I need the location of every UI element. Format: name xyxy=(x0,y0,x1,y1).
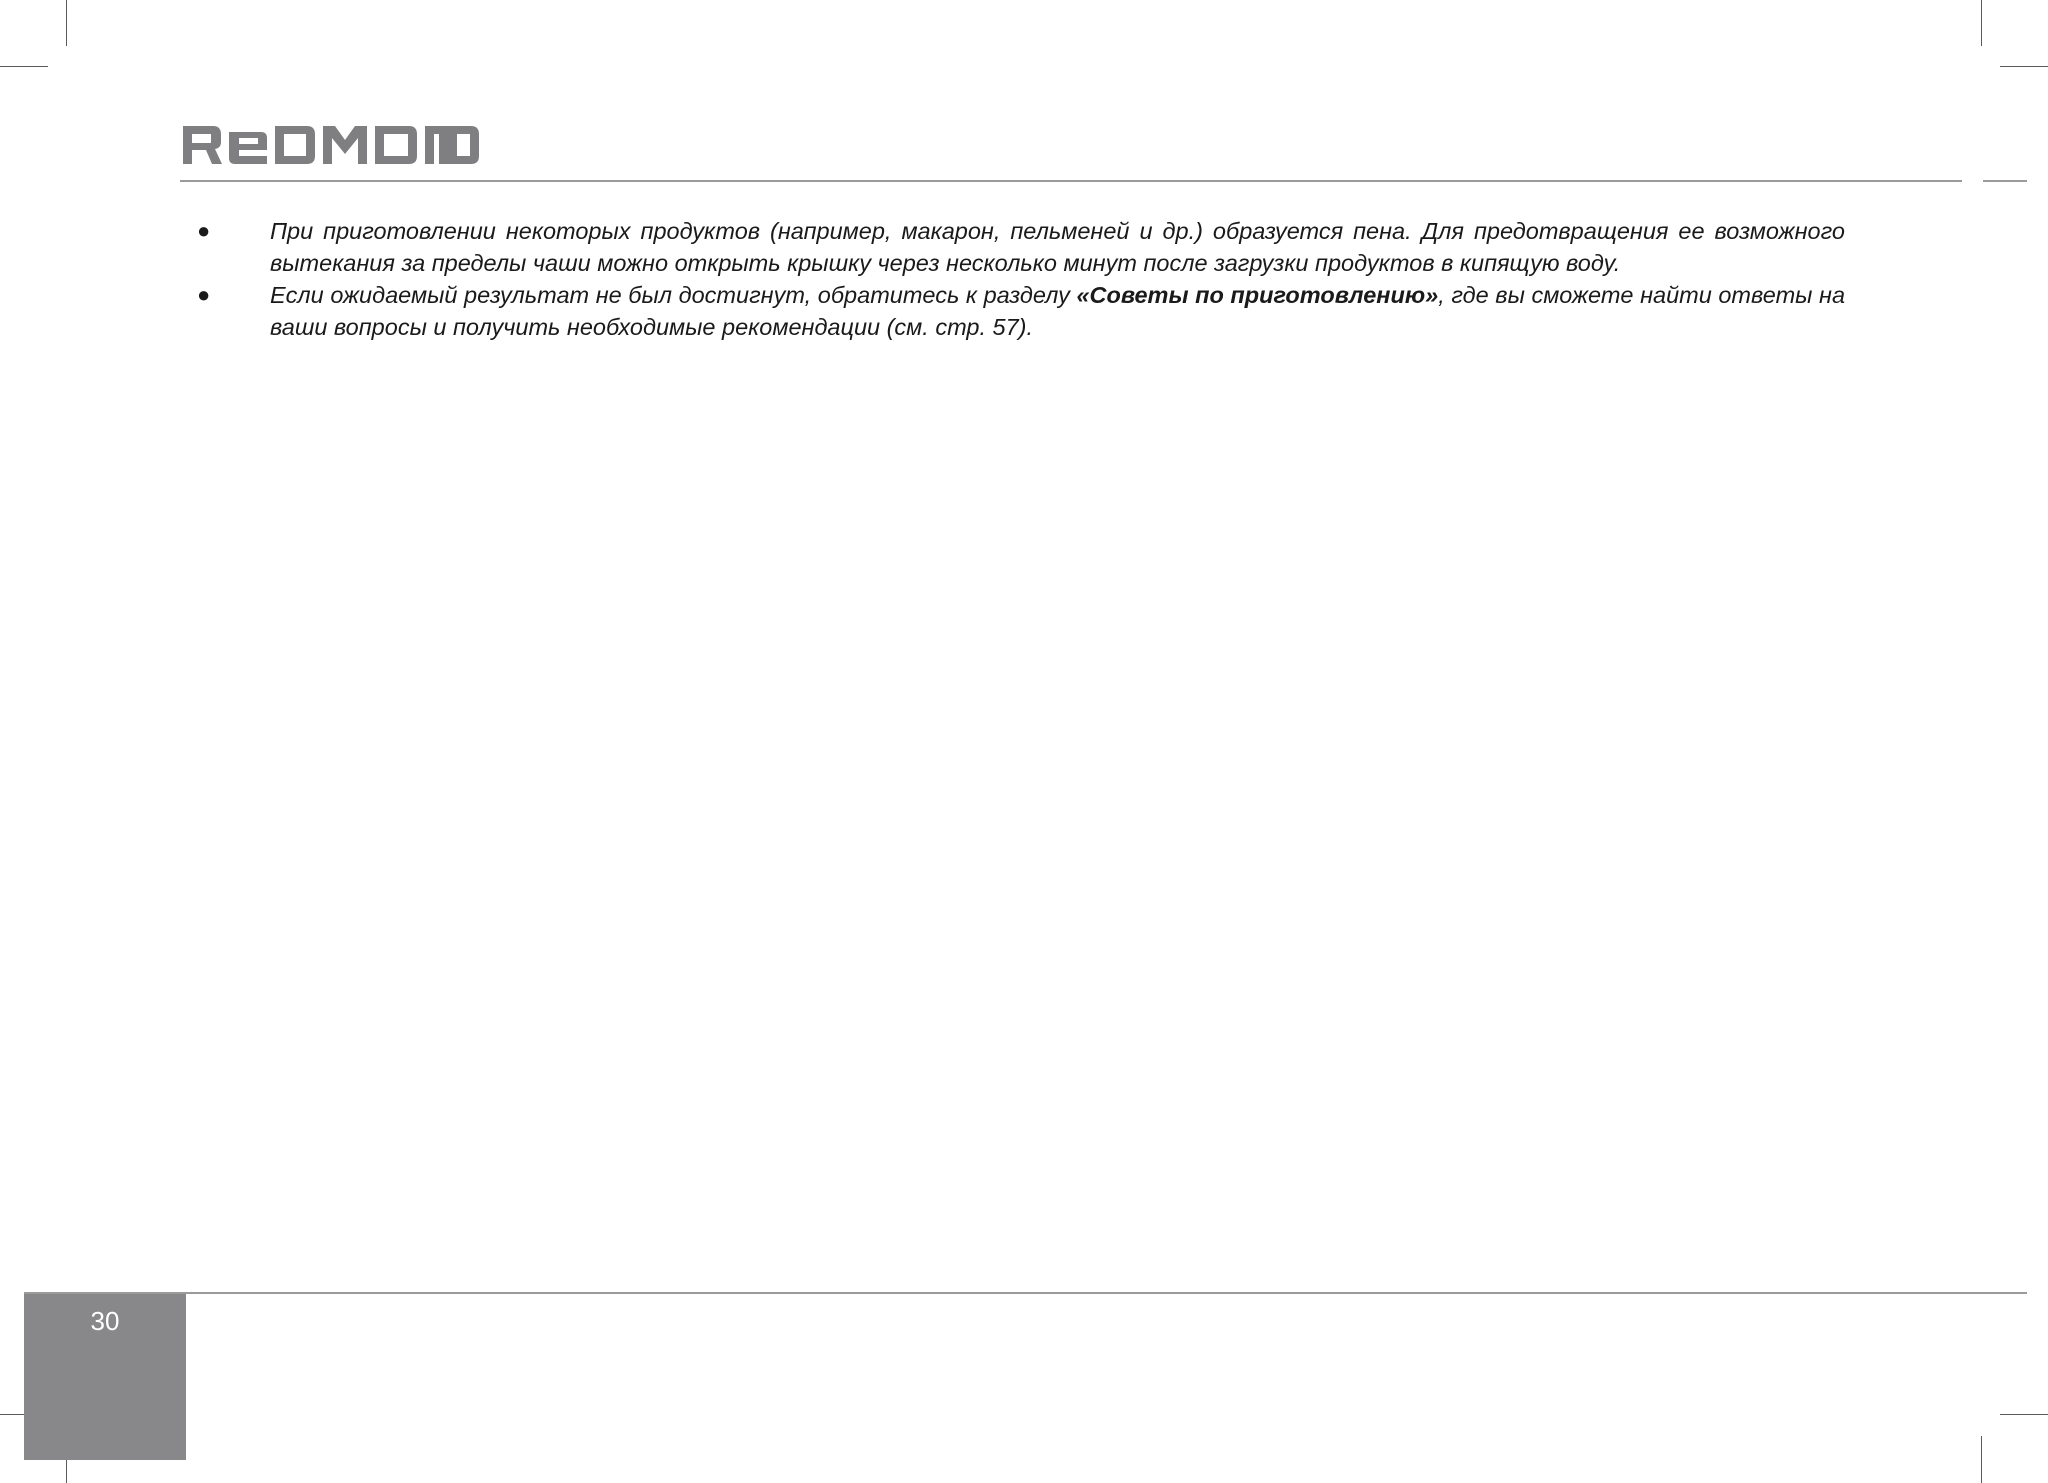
section-reference: «Советы по приготовлению» xyxy=(1076,282,1439,308)
crop-mark xyxy=(2000,1414,2048,1415)
bullet-icon: ● xyxy=(197,218,211,243)
list-item xyxy=(195,215,1845,279)
instruction-list xyxy=(195,215,1845,343)
text-segment: Если ожидаемый результат не был достигнут, обратитесь к разделу xyxy=(270,282,1077,308)
list-item xyxy=(195,279,1845,343)
list-item-text xyxy=(270,279,1845,343)
text-segment: , где вы сможете найти ответы на ваши вопросы и получить необходимые рекомендации (см. стр. 57). xyxy=(270,282,1846,340)
header-rule-segment xyxy=(1983,180,2027,182)
redmond-logo xyxy=(183,124,483,166)
bullet-icon: ● xyxy=(197,282,211,307)
header-rule xyxy=(180,180,1962,182)
list-item-text: При приготовлении некоторых продуктов (например, макарон, пельменей и др.) образуется пена. Для предотвращения ее возможного вытекания за пределы чаши можно открыть крышку через несколько минут после загрузки продуктов в кипящую воду. xyxy=(270,218,1845,276)
crop-mark xyxy=(1981,0,1982,46)
crop-mark xyxy=(1981,1436,1982,1483)
footer-rule xyxy=(24,1292,2027,1294)
crop-mark xyxy=(2000,66,2048,67)
page-number-box xyxy=(24,1294,186,1460)
crop-mark xyxy=(66,0,67,46)
page-number: 30 xyxy=(90,1306,120,1336)
crop-mark xyxy=(0,66,48,67)
